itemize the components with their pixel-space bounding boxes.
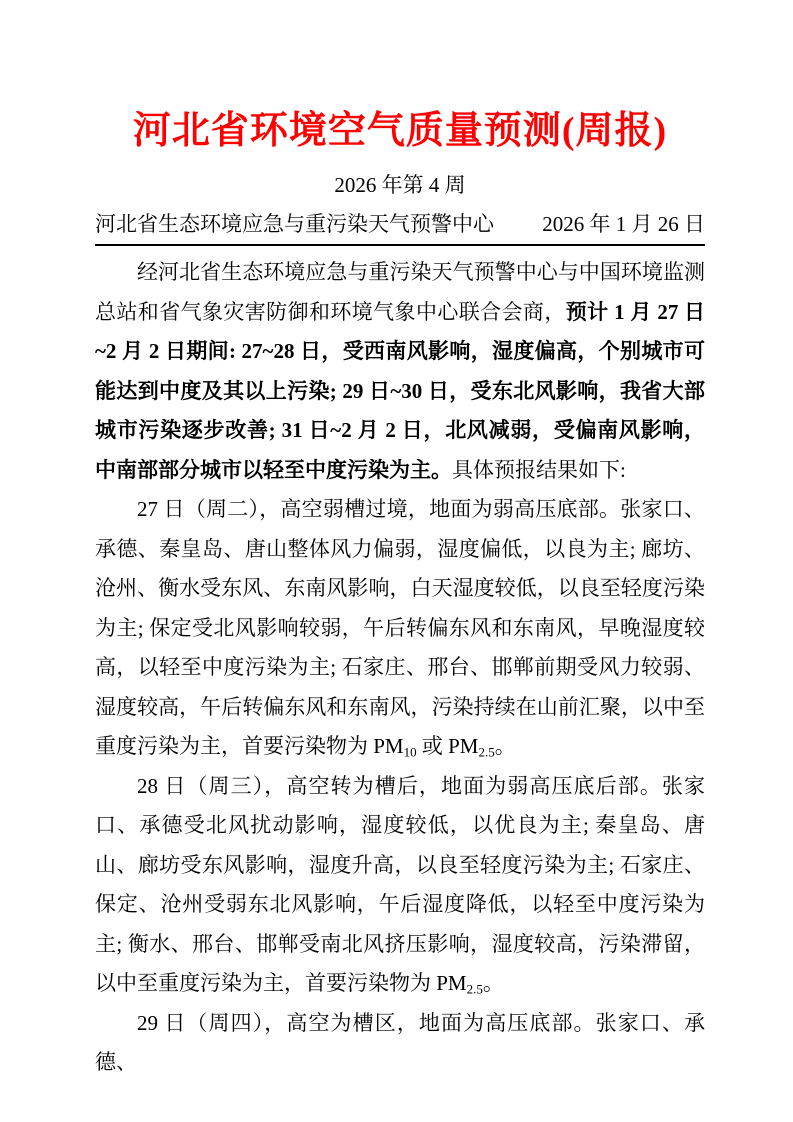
page-title: 河北省环境空气质量预测(周报) xyxy=(132,110,668,152)
pm10-subscript: 10 xyxy=(403,744,417,760)
document-content xyxy=(95,0,705,1083)
day27-mid-text: 或 PM xyxy=(416,734,479,758)
day27-paragraph xyxy=(95,490,705,767)
issuer-header xyxy=(95,211,705,246)
day27-text: 27 日（周二），高空弱槽过境，地面为弱高压底部。张家口、承德、秦皇岛、唐山整体风力偏弱，湿度偏低，以良为主; 廊坊、沧州、衡水受东风、东南风影响，白天湿度较低，以良至轻度污染为主; 保定受北风影响较弱，午后转偏东风和东南风，早晚湿度较高，以轻至中度污染为主; 石家庄、邢台、邯郸前期受风力较弱、湿度较高，午后转偏东风和东南风，污染持续在山前汇聚，以中至重度污染为主，首要污染物为 PM xyxy=(95,497,705,758)
forecast-body xyxy=(95,253,705,1083)
week-subtitle: 2026 年第 4 周 xyxy=(334,173,466,197)
pm25-subscript: 2.5 xyxy=(478,744,495,760)
intro-closing-text: 具体预报结果如下: xyxy=(452,457,626,482)
pm25-subscript: 2.5 xyxy=(466,981,483,997)
day29-text: 29 日（周四），高空为槽区，地面为高压底部。张家口、承德、 xyxy=(95,1010,705,1074)
day27-end-punct: 。 xyxy=(494,734,516,758)
issuing-org: 河北省生态环境应急与重污染天气预警中心 xyxy=(95,212,494,236)
issue-date: 2026 年 1 月 26 日 xyxy=(542,212,705,236)
day28-text: 28 日（周三），高空转为槽后，地面为弱高压底后部。张家口、承德受北风扰动影响，湿度较低，以优良为主; 秦皇岛、唐山、廊坊受东风影响，湿度升高，以良至轻度污染为主; 石家庄、保定、沧州受弱东北风影响，午后湿度降低，以轻至中度污染为主; 衡水、邢台、邯郸受南北风挤压影响，湿度较高，污染滞留，以中至重度污染为主，首要污染物为 PM xyxy=(95,773,705,995)
day28-paragraph xyxy=(95,767,705,1004)
intro-paragraph xyxy=(95,253,705,490)
intro-lead-text: 经河北省生态环境应急与重污染天气预警中心与中国环境监测总站和省气象灾害防御和环境气象中心联合会商， xyxy=(95,260,705,324)
day29-paragraph xyxy=(95,1004,705,1083)
forecast-summary-bold: 预计 1 月 27 日~2 月 2 日期间: 27~28 日，受西南风影响，湿度偏高，个别城市可能达到中度及其以上污染; 29 日~30 日，受东北风影响，我省大部城市污染逐步改善; 31 日~2 月 2 日，北风减弱，受偏南风影响，中南部部分城市以轻至中度污染为主。 xyxy=(95,299,706,482)
day28-end-punct: 。 xyxy=(482,971,504,995)
